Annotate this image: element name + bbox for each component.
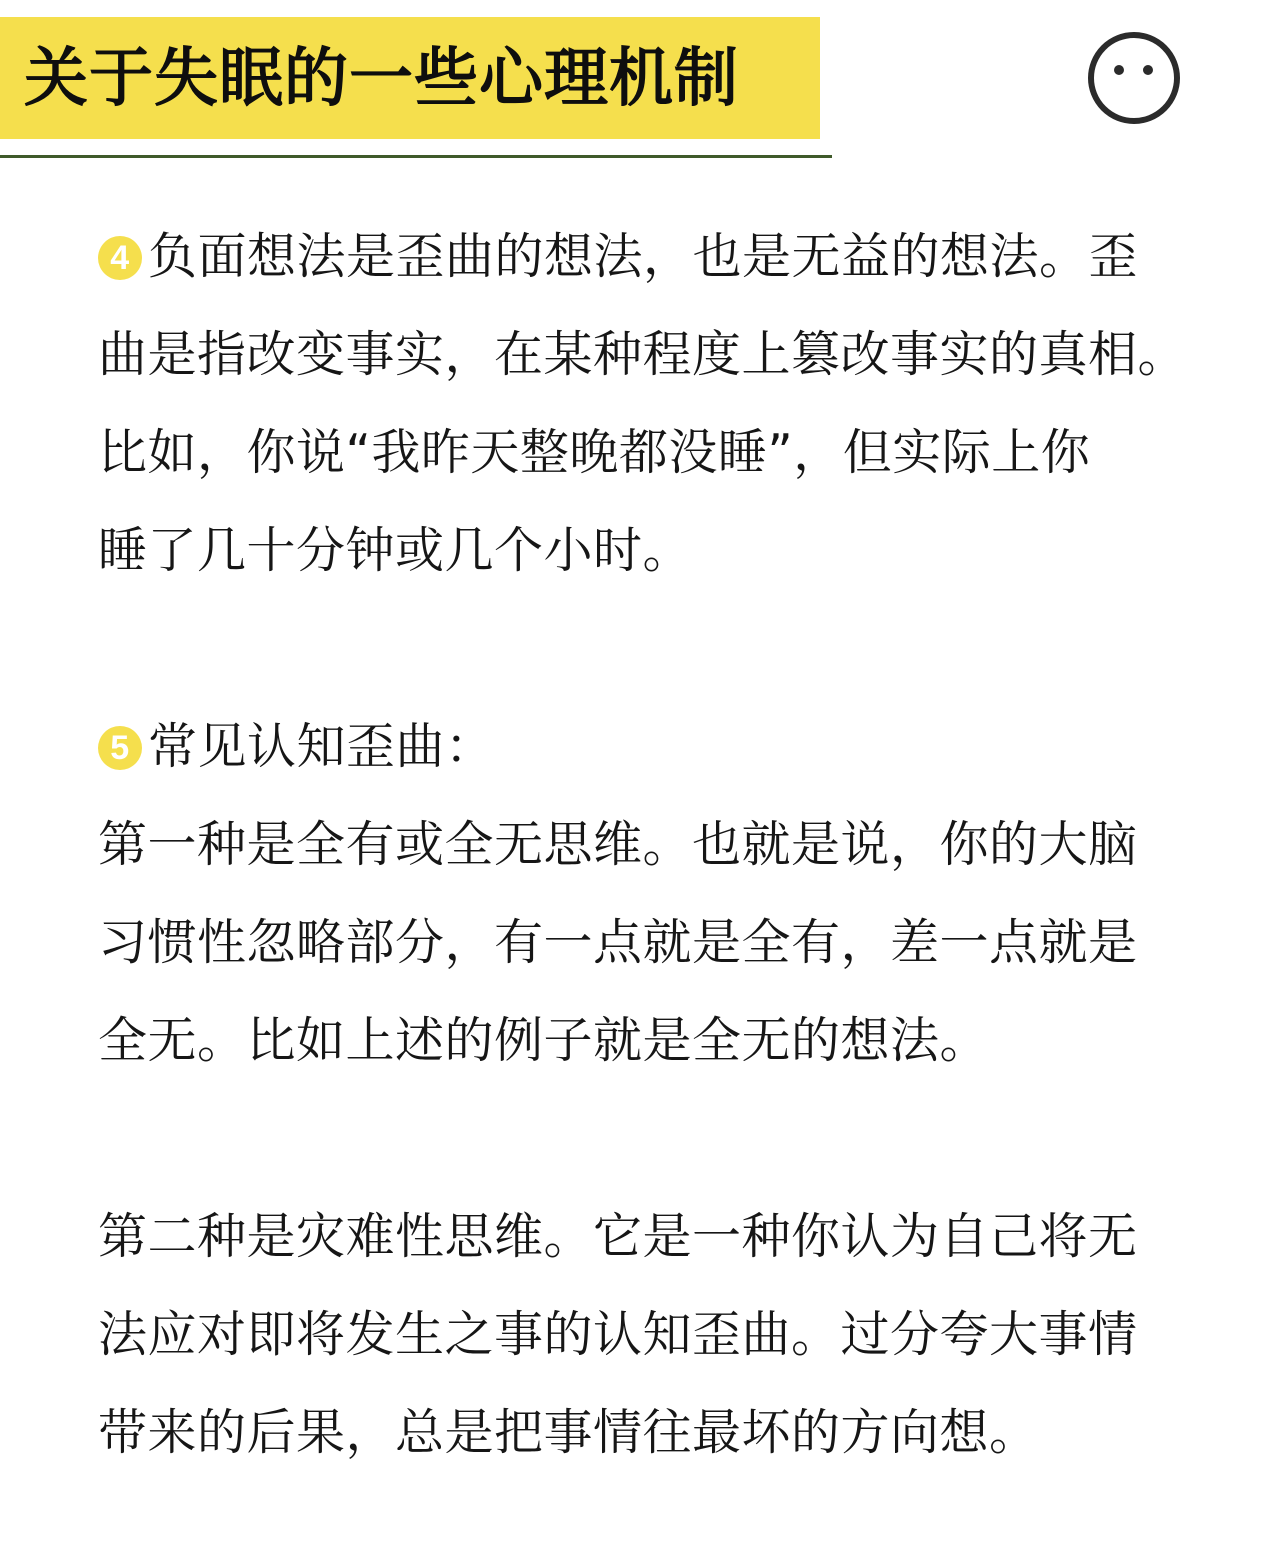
point-4-line-1 [98, 208, 1228, 306]
number-badge-4: 4 [98, 236, 142, 280]
point-catastrophic [98, 1188, 1228, 1482]
spacer [98, 1090, 1228, 1188]
text-line: 第一种是全有或全无思维。也就是说，你的大脑 [98, 816, 1138, 873]
text-line: 带来的后果，总是把事情往最坏的方向想。 [98, 1404, 1039, 1461]
face-icon [1086, 30, 1182, 126]
article-body [98, 208, 1228, 1482]
text-line: 法应对即将发生之事的认知歪曲。过分夸大事情 [98, 1306, 1138, 1363]
spacer [98, 600, 1228, 698]
text-line: 比如，你说“我昨天整晚都没睡”，但实际上你 [98, 424, 1091, 481]
text-line: 全无。比如上述的例子就是全无的想法。 [98, 1012, 990, 1069]
number-badge-5: 5 [98, 726, 142, 770]
text-line: 习惯性忽略部分，有一点就是全有，差一点就是 [98, 914, 1138, 971]
point-5 [98, 698, 1228, 1090]
page-title: 关于失眠的一些心理机制 [24, 42, 739, 116]
point-4 [98, 208, 1228, 600]
text-line: 第二种是灾难性思维。它是一种你认为自己将无 [98, 1208, 1138, 1265]
title-banner [0, 17, 820, 139]
title-underline [0, 155, 832, 158]
point-5-heading [98, 698, 1228, 796]
text-line: 睡了几十分钟或几个小时。 [98, 522, 693, 579]
text-line: 曲是指改变事实，在某种程度上篡改事实的真相。 [98, 326, 1188, 383]
text-line: 负面想法是歪曲的想法，也是无益的想法。歪 [148, 228, 1139, 285]
section-heading: 常见认知歪曲： [148, 718, 495, 775]
